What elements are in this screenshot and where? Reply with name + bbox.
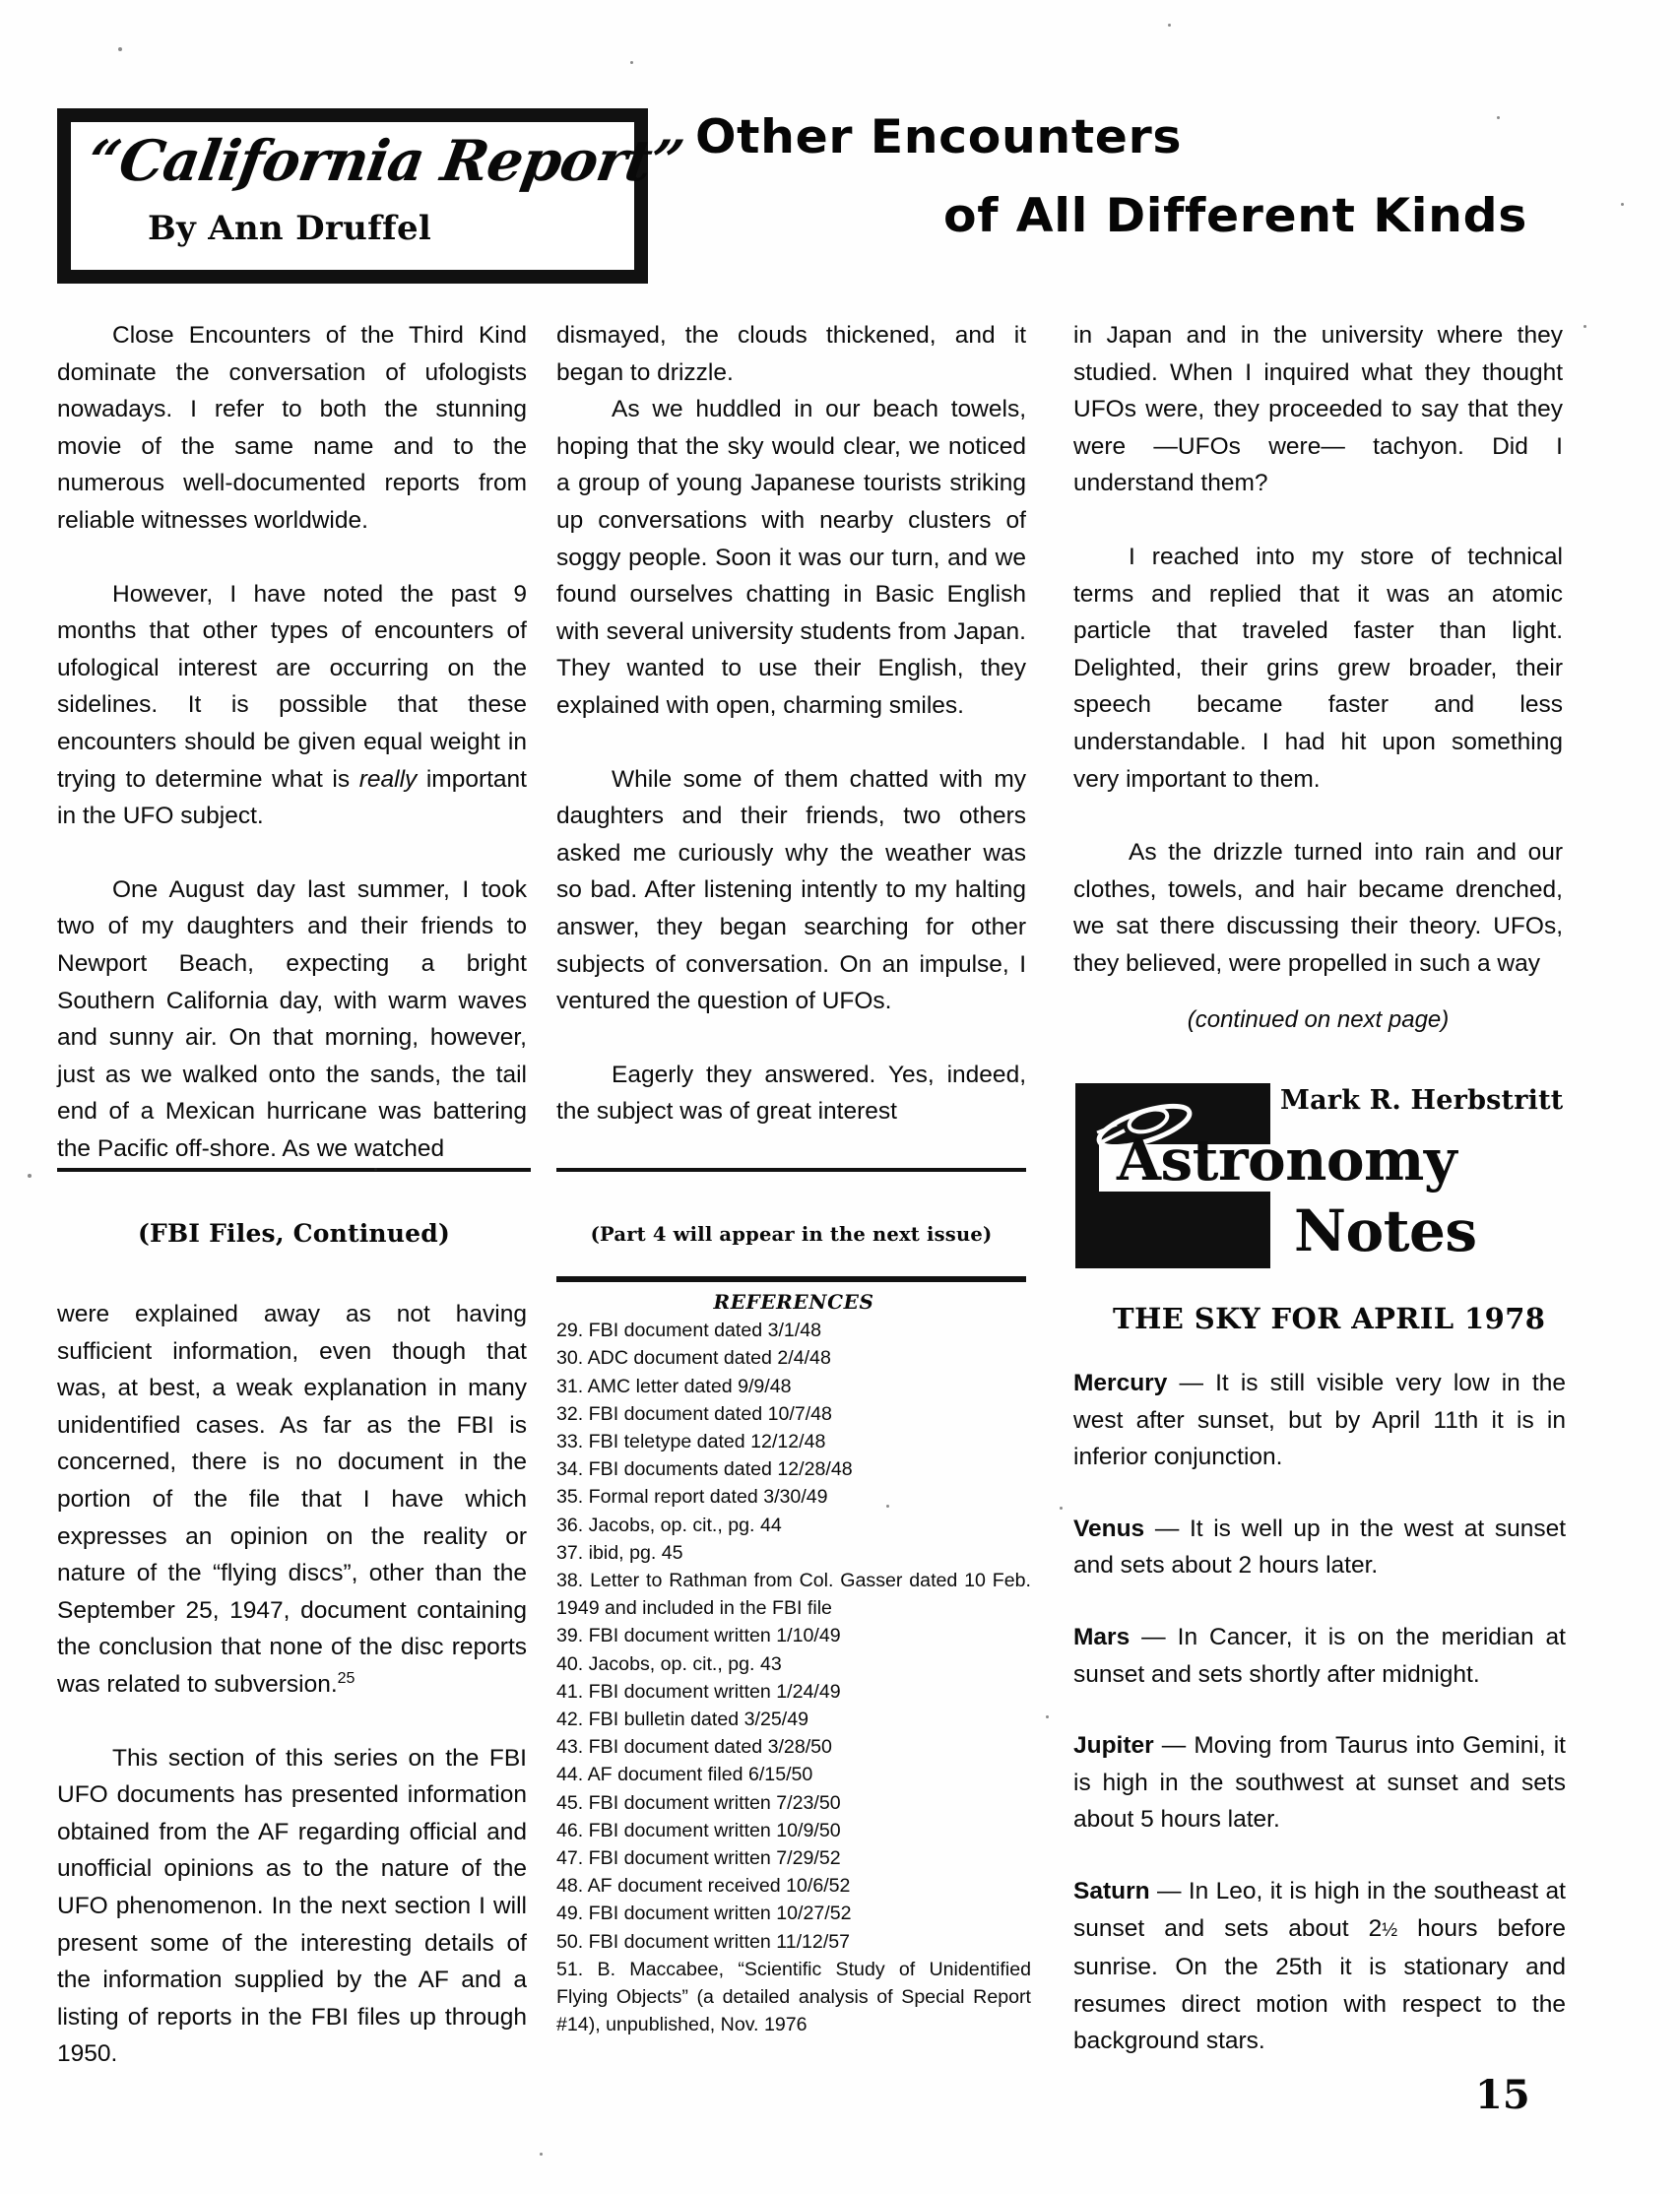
continued-on-next-page-note: (continued on next page) bbox=[1187, 1006, 1450, 1033]
planet-entry-venus bbox=[1073, 1511, 1566, 1584]
emphasis-really: really bbox=[358, 765, 418, 793]
scan-speckle bbox=[630, 61, 633, 64]
planet-name: Mars bbox=[1073, 1623, 1131, 1650]
planet-description: — Moving from Taurus into Gemini, it is high in the southwest at sunset and sets about 5 hours later. bbox=[1073, 1732, 1566, 1834]
scan-speckle bbox=[886, 1505, 889, 1508]
paragraph: in Japan and in the university where they studied. When I inquired what they thought UFOs were, they proceeded to say that they were —UFOs were— tachyon. Did I understand them? bbox=[1073, 322, 1563, 497]
scan-speckle bbox=[1060, 1507, 1063, 1510]
article-column-1 bbox=[57, 317, 527, 1167]
paragraph bbox=[57, 1296, 527, 1704]
reference-item: 30. ADC document dated 2/4/48 bbox=[556, 1347, 831, 1370]
logo-word-notes: Notes bbox=[1294, 1197, 1477, 1264]
paragraph: Close Encounters of the Third Kind dominate the conversation of ufologists nowadays. I refer to both the stunning movie of the same name and to the numerous well-documented reports from reliable witnesses worldwide. bbox=[57, 322, 527, 534]
fbi-files-column bbox=[57, 1296, 527, 2073]
page-header bbox=[57, 95, 1633, 291]
reference-item: 29. FBI document dated 3/1/48 bbox=[556, 1320, 822, 1342]
reference-item: 32. FBI document dated 10/7/48 bbox=[556, 1402, 832, 1425]
scan-speckle bbox=[1583, 325, 1586, 328]
references-list bbox=[556, 1288, 1031, 2038]
planet-description-after: hours before sunrise. On the 25th it is stationary and resumes direct motion with respect to the background stars. bbox=[1073, 1914, 1566, 2055]
paragraph-text-b: important in the UFO subject. bbox=[57, 765, 527, 830]
paragraph bbox=[57, 576, 527, 835]
scan-speckle bbox=[28, 1174, 32, 1178]
reference-item: 40. Jacobs, op. cit., pg. 43 bbox=[556, 1652, 782, 1675]
scan-speckle bbox=[540, 2153, 543, 2156]
paragraph: One August day last summer, I took two of my daughters and their friends to Newport Beach, expecting a bright Southern California day, with warm waves and sunny air. On that morning, however, just as we walked onto the sands, the tail end of a Mexican hurricane was battering the Pacific off-shore. As we watched bbox=[57, 875, 527, 1162]
reference-item: 31. AMC letter dated 9/9/48 bbox=[556, 1375, 792, 1397]
reference-item: 46. FBI document written 10/9/50 bbox=[556, 1819, 841, 1841]
scan-speckle bbox=[374, 1168, 377, 1171]
section-divider-left bbox=[57, 1168, 531, 1172]
references-divider bbox=[556, 1276, 1026, 1282]
masthead-title: “California Report” bbox=[83, 128, 687, 194]
planet-name: Venus bbox=[1073, 1515, 1145, 1542]
planet-name: Mercury bbox=[1073, 1370, 1168, 1396]
reference-item: 39. FBI document written 1/10/49 bbox=[556, 1625, 841, 1647]
fbi-paragraph-1: were explained away as not having sufficient information, even though that was, at best, a weak explanation in many unidentified cases. As far as the FBI is concerned, there is no document in the portion of the file that I have which expresses an opinion on the reality or nature of the “flying discs”, other than the September 25, 1947, document containing the conclusion that none of the disc reports was related to subversion. bbox=[57, 1301, 527, 1698]
reference-item: 47. FBI document written 7/29/52 bbox=[556, 1847, 841, 1870]
scan-speckle bbox=[1621, 203, 1624, 206]
part-4-note: (Part 4 will appear in the next issue) bbox=[590, 1223, 993, 1246]
reference-item: 33. FBI teletype dated 12/12/48 bbox=[556, 1431, 826, 1453]
astronomy-author: Mark R. Herbstritt bbox=[1280, 1085, 1564, 1116]
paragraph: While some of them chatted with my daughters and their friends, two others asked me curiously why the weather was so bad. After listening intently to my halting answer, they began searching for other subjects of conversation. On an impulse, I ventured the question of UFOs. bbox=[556, 765, 1026, 1015]
reference-item: 44. AF document filed 6/15/50 bbox=[556, 1764, 813, 1786]
paragraph-text-a: However, I have noted the past 9 months that other types of encounters of ufological interest are occurring on the sidelines. It is possible that these encounters should be given equal weight in trying to determine what is bbox=[57, 580, 527, 793]
reference-item: 43. FBI document dated 3/28/50 bbox=[556, 1736, 832, 1759]
planet-name: Jupiter bbox=[1073, 1732, 1154, 1760]
article-column-2 bbox=[556, 317, 1026, 1130]
scan-speckle bbox=[1168, 24, 1171, 27]
fbi-files-continued-heading: (FBI Files, Continued) bbox=[138, 1219, 450, 1248]
scan-speckle bbox=[1046, 1715, 1049, 1718]
planet-description: — It is still visible very low in the west after sunset, but by April 11th it is in inferior conjunction. bbox=[1073, 1370, 1566, 1471]
footnote-marker: 25 bbox=[337, 1669, 355, 1687]
reference-item: 34. FBI documents dated 12/28/48 bbox=[556, 1458, 853, 1481]
reference-item: 42. FBI bulletin dated 3/25/49 bbox=[556, 1709, 808, 1731]
planet-description-before: — In Leo, it is high in the southeast at sunset and sets about 2 bbox=[1073, 1877, 1566, 1942]
astronomy-subtitle: THE SKY FOR APRIL 1978 bbox=[1113, 1302, 1546, 1335]
reference-item: 50. FBI document written 11/12/57 bbox=[556, 1930, 851, 1953]
scan-speckle bbox=[118, 47, 122, 51]
planet-entry-mars bbox=[1073, 1619, 1566, 1693]
fraction-one-half: ½ bbox=[1382, 1919, 1398, 1941]
paragraph: I reached into my store of technical terms and replied that it was an atomic particle that traveled faster than light. Delighted, their grins grew broader, their speech became faster and less understandable. I had hit upon something very important to them. bbox=[1073, 543, 1563, 793]
reference-item: 35. Formal report dated 3/30/49 bbox=[556, 1486, 828, 1509]
reference-item: 41. FBI document written 1/24/49 bbox=[556, 1680, 841, 1703]
planet-description: — In Cancer, it is on the meridian at sunset and sets shortly after midnight. bbox=[1073, 1623, 1566, 1688]
planet-name: Saturn bbox=[1073, 1877, 1150, 1904]
reference-item: 45. FBI document written 7/23/50 bbox=[556, 1791, 841, 1814]
planet-entry-saturn bbox=[1073, 1873, 1566, 2060]
page-number: 15 bbox=[1475, 2072, 1530, 2118]
paragraph: Eagerly they answered. Yes, indeed, the subject was of great interest bbox=[556, 1061, 1026, 1126]
astronomy-entries bbox=[1073, 1365, 1566, 2095]
planet-description: — It is well up in the west at sunset and sets about 2 hours later. bbox=[1073, 1515, 1566, 1580]
astronomy-notes-logo bbox=[1075, 1075, 1627, 1287]
planet-entry-jupiter bbox=[1073, 1727, 1566, 1839]
reference-item: 37. ibid, pg. 45 bbox=[556, 1541, 683, 1564]
headline-line-1: Other Encounters bbox=[695, 110, 1183, 164]
reference-item: 48. AF document received 10/6/52 bbox=[556, 1875, 851, 1898]
reference-item: 49. FBI document written 10/27/52 bbox=[556, 1903, 852, 1925]
paragraph: This section of this series on the FBI UFO documents has presented information obtained from the AF regarding official and unofficial opinions as to the nature of the UFO phenomenon. In the next section I will present some of the interesting details of the information supplied by the AF and a listing of reports in the FBI files up through 1950. bbox=[57, 1744, 527, 2068]
reference-item: 51. B. Maccabee, “Scientific Study of Unidentified Flying Objects” (a detailed analysis of Special Report #14), unpublished, Nov. 1976 bbox=[556, 1958, 1031, 2036]
masthead-byline: By Ann Druffel bbox=[148, 209, 432, 248]
paragraph: As the drizzle turned into rain and our clothes, towels, and hair became drenched, we sat there discussing their theory. UFOs, they believed, were propelled in such a way bbox=[1073, 839, 1563, 977]
reference-item: 38. Letter to Rathman from Col. Gasser dated 10 Feb. 1949 and included in the FBI file bbox=[556, 1570, 1031, 1620]
paragraph: dismayed, the clouds thickened, and it began to drizzle. bbox=[556, 322, 1026, 386]
article-column-3 bbox=[1073, 317, 1563, 983]
references-title: REFERENCES bbox=[713, 1290, 874, 1314]
scan-speckle bbox=[1497, 116, 1500, 119]
headline-line-2: of All Different Kinds bbox=[943, 189, 1527, 243]
paragraph: As we huddled in our beach towels, hoping that the sky would clear, we noticed a group of young Japanese tourists striking up conversations with nearby clusters of soggy people. Soon it was our turn, and we found ourselves chatting in Basic English with several university students from Japan. They wanted to use their English, they explained with open, charming smiles. bbox=[556, 396, 1026, 719]
reference-item: 36. Jacobs, op. cit., pg. 44 bbox=[556, 1514, 782, 1536]
section-divider-middle bbox=[556, 1168, 1026, 1172]
logo-word-astronomy: Astronomy bbox=[1117, 1127, 1457, 1194]
california-report-masthead-box bbox=[57, 108, 687, 284]
planet-entry-mercury bbox=[1073, 1365, 1566, 1476]
